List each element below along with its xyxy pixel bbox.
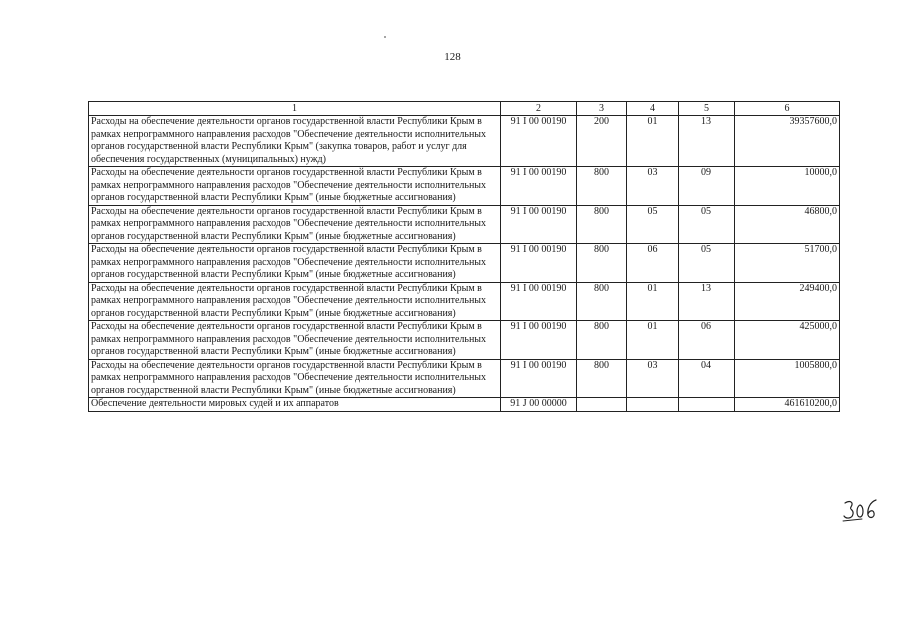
row-subsection: 13 — [679, 282, 735, 321]
row-description: Расходы на обеспечение деятельности органов государственной власти Республики Крым в рамках непрограммного направления расходов "Обеспечение деятельности исполнительных органов государственной власти Республики Крым" (иные бюджетные ассигнования) — [89, 321, 501, 360]
row-expense-type: 800 — [577, 205, 627, 244]
column-header: 2 — [501, 102, 577, 116]
row-amount: 51700,0 — [735, 244, 840, 283]
row-expense-type: 200 — [577, 116, 627, 167]
page-number: 128 — [444, 51, 461, 63]
row-amount: 425000,0 — [735, 321, 840, 360]
total-expense-type — [577, 398, 627, 412]
row-subsection: 13 — [679, 116, 735, 167]
column-header: 5 — [679, 102, 735, 116]
row-target-code: 91 I 00 00190 — [501, 244, 577, 283]
table-row — [89, 359, 840, 398]
row-section: 01 — [627, 116, 679, 167]
handwritten-initials-signature — [842, 497, 880, 523]
row-expense-type: 800 — [577, 359, 627, 398]
row-description: Расходы на обеспечение деятельности органов государственной власти Республики Крым в рамках непрограммного направления расходов "Обеспечение деятельности исполнительных органов государственной власти Республики Крым" (закупка товаров, работ и услуг для обеспечения государственных (муниципальных) нужд) — [89, 116, 501, 167]
column-header: 6 — [735, 102, 840, 116]
table-row — [89, 205, 840, 244]
row-amount: 46800,0 — [735, 205, 840, 244]
table-row — [89, 244, 840, 283]
row-expense-type: 800 — [577, 321, 627, 360]
row-subsection: 04 — [679, 359, 735, 398]
table-total-row — [89, 398, 840, 412]
row-section: 03 — [627, 359, 679, 398]
table-header-row — [89, 102, 840, 116]
row-expense-type: 800 — [577, 282, 627, 321]
row-subsection: 06 — [679, 321, 735, 360]
row-target-code: 91 I 00 00190 — [501, 167, 577, 206]
column-header: 1 — [89, 102, 501, 116]
table-row — [89, 116, 840, 167]
total-subsection — [679, 398, 735, 412]
row-expense-type: 800 — [577, 167, 627, 206]
row-amount: 1005800,0 — [735, 359, 840, 398]
table-row — [89, 321, 840, 360]
row-section: 01 — [627, 321, 679, 360]
budget-table — [88, 101, 840, 412]
row-section: 06 — [627, 244, 679, 283]
table-row — [89, 167, 840, 206]
row-target-code: 91 I 00 00190 — [501, 205, 577, 244]
row-section: 01 — [627, 282, 679, 321]
table-row — [89, 282, 840, 321]
row-description: Расходы на обеспечение деятельности органов государственной власти Республики Крым в рамках непрограммного направления расходов "Обеспечение деятельности исполнительных органов государственной власти Республики Крым" (иные бюджетные ассигнования) — [89, 282, 501, 321]
row-amount: 10000,0 — [735, 167, 840, 206]
column-header: 4 — [627, 102, 679, 116]
row-target-code: 91 I 00 00190 — [501, 282, 577, 321]
row-description: Расходы на обеспечение деятельности органов государственной власти Республики Крым в рамках непрограммного направления расходов "Обеспечение деятельности исполнительных органов государственной власти Республики Крым" (иные бюджетные ассигнования) — [89, 244, 501, 283]
row-subsection: 09 — [679, 167, 735, 206]
total-amount: 461610200,0 — [735, 398, 840, 412]
row-subsection: 05 — [679, 244, 735, 283]
row-amount: 39357600,0 — [735, 116, 840, 167]
row-description: Расходы на обеспечение деятельности органов государственной власти Республики Крым в рамках непрограммного направления расходов "Обеспечение деятельности исполнительных органов государственной власти Республики Крым" (иные бюджетные ассигнования) — [89, 205, 501, 244]
row-target-code: 91 I 00 00190 — [501, 116, 577, 167]
row-amount: 249400,0 — [735, 282, 840, 321]
row-expense-type: 800 — [577, 244, 627, 283]
row-section: 03 — [627, 167, 679, 206]
row-description: Расходы на обеспечение деятельности органов государственной власти Республики Крым в рамках непрограммного направления расходов "Обеспечение деятельности исполнительных органов государственной власти Республики Крым" (иные бюджетные ассигнования) — [89, 167, 501, 206]
row-subsection: 05 — [679, 205, 735, 244]
scan-speck — [384, 36, 386, 38]
row-target-code: 91 I 00 00190 — [501, 321, 577, 360]
total-section — [627, 398, 679, 412]
row-section: 05 — [627, 205, 679, 244]
row-target-code: 91 I 00 00190 — [501, 359, 577, 398]
row-description: Расходы на обеспечение деятельности органов государственной власти Республики Крым в рамках непрограммного направления расходов "Обеспечение деятельности исполнительных органов государственной власти Республики Крым" (иные бюджетные ассигнования) — [89, 359, 501, 398]
total-description: Обеспечение деятельности мировых судей и их аппаратов — [89, 398, 501, 412]
total-target-code: 91 J 00 00000 — [501, 398, 577, 412]
column-header: 3 — [577, 102, 627, 116]
